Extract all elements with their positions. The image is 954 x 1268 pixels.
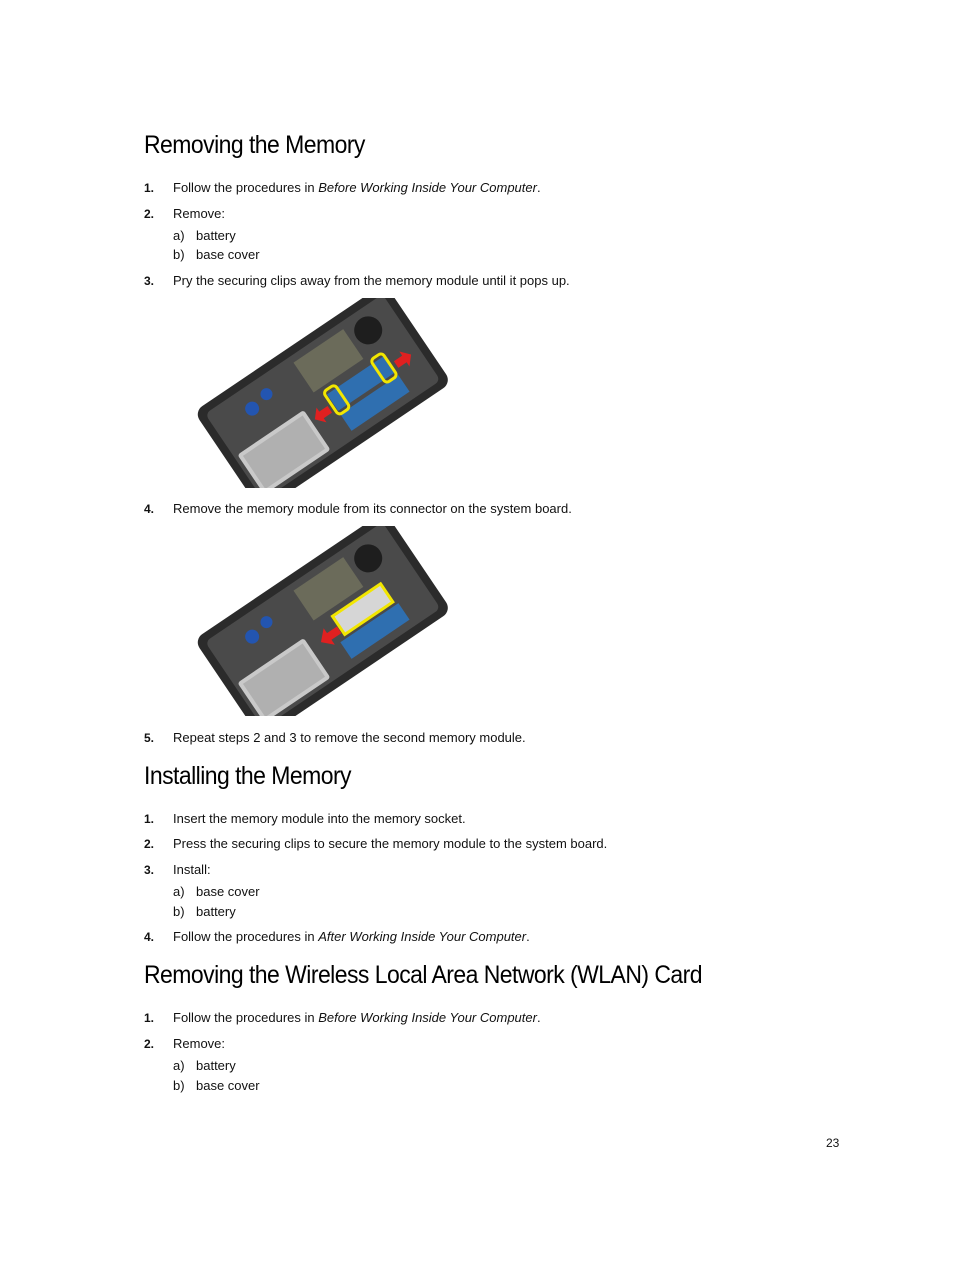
step-item (144, 730, 526, 745)
step-text: Follow the procedures in Before Working Inside Your Computer. (173, 1010, 541, 1025)
step-text: Repeat steps 2 and 3 to remove the second memory module. (173, 730, 526, 745)
step-text: Press the securing clips to secure the memory module to the system board. (173, 836, 608, 851)
step-number: 1. (144, 181, 155, 195)
sub-letter: b) (173, 904, 185, 919)
step-number: 1. (144, 812, 155, 826)
step-number: 2. (144, 207, 155, 221)
sub-text: base cover (196, 884, 260, 899)
step-item (144, 929, 530, 944)
sub-item (173, 884, 260, 899)
sub-letter: a) (173, 228, 185, 243)
step-number: 5. (144, 731, 155, 745)
step-item (144, 206, 225, 221)
section-title-removing-wlan-card: Removing the Wireless Local Area Network (WLAN) Card (144, 961, 702, 989)
step-item (144, 1036, 225, 1051)
step-number: 3. (144, 274, 155, 288)
step-number: 2. (144, 1037, 155, 1051)
step-text: Remove the memory module from its connector on the system board. (173, 501, 572, 516)
step-item (144, 811, 466, 826)
step-item (144, 501, 572, 516)
step-item (144, 836, 607, 851)
sub-letter: a) (173, 1058, 185, 1073)
sub-letter: b) (173, 247, 185, 262)
sub-text: battery (196, 904, 236, 919)
sub-text: battery (196, 228, 236, 243)
step-text: Install: (173, 862, 211, 877)
step-text: Remove: (173, 1036, 226, 1051)
step-text: Follow the procedures in After Working Inside Your Computer. (173, 929, 530, 944)
step-text: Remove: (173, 206, 226, 221)
step-number: 1. (144, 1011, 155, 1025)
sub-text: base cover (196, 1078, 260, 1093)
step-text: Pry the securing clips away from the memory module until it pops up. (173, 273, 570, 288)
cross-reference-link[interactable]: Before Working Inside Your Computer (318, 1010, 537, 1025)
sub-item (173, 1058, 236, 1073)
sub-item (173, 904, 236, 919)
sub-letter: b) (173, 1078, 185, 1093)
cross-reference-link[interactable]: Before Working Inside Your Computer (318, 180, 537, 195)
sub-text: battery (196, 1058, 236, 1073)
step-text: Follow the procedures in Before Working Inside Your Computer. (173, 180, 541, 195)
step-item (144, 273, 570, 288)
page-number: 23 (826, 1136, 840, 1150)
memory-removal-photo (175, 526, 465, 716)
step-number: 4. (144, 930, 155, 944)
step-item (144, 862, 211, 877)
sub-item (173, 247, 260, 262)
sub-item (173, 228, 236, 243)
section-title-removing-memory: Removing the Memory (144, 131, 365, 159)
step-number: 4. (144, 502, 155, 516)
step-text: Insert the memory module into the memory socket. (173, 811, 466, 826)
step-number: 3. (144, 863, 155, 877)
step-number: 2. (144, 837, 155, 851)
step-item (144, 1010, 541, 1025)
sub-letter: a) (173, 884, 185, 899)
sub-item (173, 1078, 260, 1093)
memory-clips-photo (175, 298, 465, 488)
section-title-installing-memory: Installing the Memory (144, 762, 351, 790)
cross-reference-link[interactable]: After Working Inside Your Computer (318, 929, 527, 944)
sub-text: base cover (196, 247, 260, 262)
step-item (144, 180, 541, 195)
